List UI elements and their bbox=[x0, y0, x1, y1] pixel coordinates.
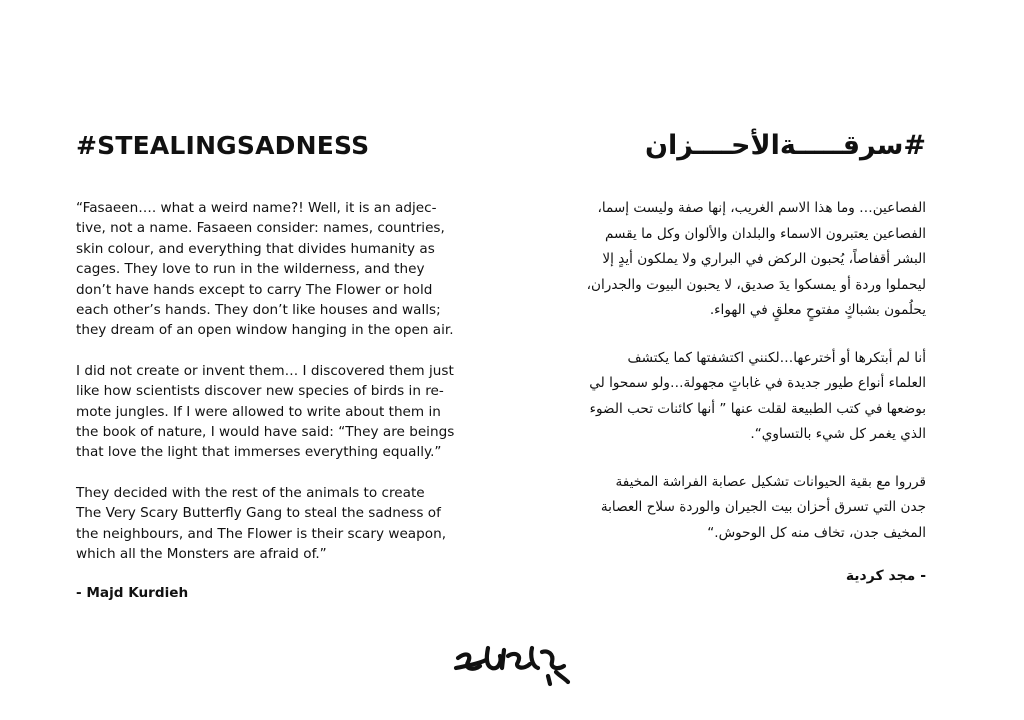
english-signature: - Majd Kurdieh bbox=[76, 584, 189, 601]
english-column bbox=[76, 128, 466, 601]
arabic-body bbox=[526, 196, 926, 546]
arabic-paragraph-3: قرروا مع بقية الحيوانات تشكيل عصابة الفراشة المخيفة جدن التي تسرق أحزان بيت الجيران والوردة سلاح العصابة المخيف جدن، تخاف منه كل الوحوش.“ bbox=[600, 473, 926, 541]
english-body bbox=[76, 198, 466, 565]
arabic-signature: - مجد كردية bbox=[845, 568, 926, 584]
arabic-paragraph-2: أنا لم أبتكرها أو أخترعها…لكنني اكتشفتها كما يكتشف العلماء أنواع طيور جديدة في غاباتٍ مجهولة…ولو سمحوا لي بوضعها في كتب الطبيعة لقلت عنها ” أنها كائنات تحب الضوء الذي يغمر كل شيء بالتساوي“. bbox=[589, 349, 926, 442]
handwritten-signature-logo-icon bbox=[452, 638, 572, 688]
english-paragraph-2: I did not create or invent them… I discovered them just like how scientists discover new species of birds in re- mote jungles. If I were allowed to write about them in the book of nature, I would have said: “They are beings that love the light that immerses everything equally.” bbox=[76, 362, 455, 461]
arabic-paragraph-1: الفصاعين… وما هذا الاسم الغريب، إنها صفة وليست إسما، الفصاعين يعتبرون الاسماء والبلدان والألوان وكل ما يقسم البشر أقفاصاً، يُحبون الركض في البراري ولا يملكون أيدٍ إلا ليحملوا وردة أو يمسكوا يدَ صديق، لا يحبون البيوت والجدران، يحلُمون بشباكٍ مفتوحٍ معلقٍ في الهواء. bbox=[586, 200, 926, 318]
english-heading: #STEALINGSADNESS bbox=[76, 131, 370, 160]
arabic-heading: #سرقـــــةالأحــــزان bbox=[645, 130, 926, 161]
arabic-column bbox=[526, 128, 926, 584]
english-paragraph-3: They decided with the rest of the animals to create The Very Scary Butterfly Gang to steal the sadness of the neighbours, and The Flower is their scary weapon, which all the Monsters are afraid of.” bbox=[76, 484, 447, 563]
english-paragraph-1: “Fasaeen…. what a weird name?! Well, it is an adjec- tive, not a name. Fasaeen consider: names, countries, skin colour, and everything that divides humanity as cages. They love to run in the wilderness, and they don’t have hands except to carry The Flower or hold each other’s hands. They don’t like houses and walls; they dream of an open window hanging in the open air. bbox=[76, 200, 454, 339]
